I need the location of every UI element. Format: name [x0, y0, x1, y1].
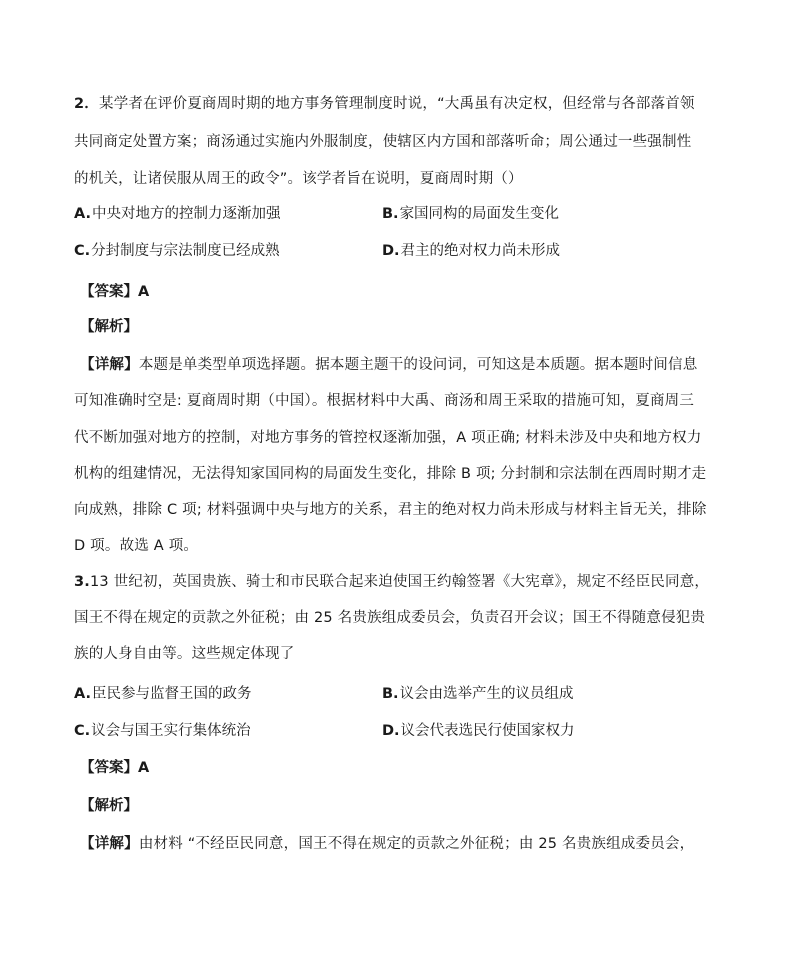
q3-options-row-2	[74, 721, 734, 741]
q3-option-d[interactable]: D.议会代表选民行使国家权力	[382, 723, 575, 739]
q3-option-c[interactable]: C.议会与国王实行集体统治	[74, 723, 251, 739]
q2-option-b[interactable]: B.家国同构的局面发生变化	[382, 206, 560, 222]
q2-option-c[interactable]: C.分封制度与宗法制度已经成熟	[74, 243, 280, 259]
q2-stem-line-1	[74, 94, 695, 114]
q3-option-a[interactable]: A.臣民参与监督王国的政务	[74, 686, 252, 702]
q3-answer-tag: 【答案】	[80, 760, 138, 776]
q3-number: 3.	[74, 574, 90, 590]
q2-detail-line-1: 【详解】本题是单类型单项选择题。据本题主题干的设问词，可知这是本质题。据本题时间信息	[80, 357, 698, 373]
q2-options-row-1	[74, 204, 734, 224]
q2-analysis-heading: 【解析】	[80, 319, 138, 335]
q2-answer-tag: 【答案】	[80, 284, 138, 300]
q3-option-b[interactable]: B.议会由选举产生的议员组成	[382, 686, 574, 702]
q2-detail-tag: 【详解】	[80, 357, 139, 373]
q2-stem-line-3: 的机关，让诸侯服从周王的政令”。该学者旨在说明，夏商周时期（）	[74, 171, 523, 187]
q2-detail-line-2: 可知准确时空是: 夏商周时期（中国）。根据材料中大禹、商汤和周王采取的措施可知，夏商周三	[74, 393, 695, 409]
q2-detail-line-4: 机构的组建情况，无法得知家国同构的局面发生变化，排除 B 项; 分封制和宗法制在西周时期才走	[74, 466, 707, 482]
q3-stem-line-1	[74, 572, 709, 592]
q2-detail-line-5: 向成熟，排除 C 项; 材料强调中央与地方的关系，君主的绝对权力尚未形成与材料主旨无关，排除	[74, 502, 707, 518]
q3-stem-line-3: 族的人身自由等。这些规定体现了	[74, 646, 295, 662]
q2-detail-line-3: 代不断加强对地方的控制，对地方事务的管控权逐渐加强，A 项正确; 材料未涉及中央和地方权力	[74, 430, 702, 446]
q3-analysis-heading: 【解析】	[80, 798, 138, 814]
q2-answer	[80, 282, 149, 302]
q2-detail-line-6: D 项。故选 A 项。	[74, 538, 199, 554]
q2-answer-value: A	[138, 284, 150, 300]
q3-answer	[80, 758, 149, 778]
q3-detail-line-1: 【详解】由材料 “不经臣民同意，国王不得在规定的贡款之外征税；由 25 名贵族组成委员会，	[80, 836, 695, 852]
q3-stem-line-2: 国王不得在规定的贡款之外征税；由 25 名贵族组成委员会，负责召开会议；国王不得随意侵犯贵	[74, 610, 706, 626]
q3-detail-tag: 【详解】	[80, 836, 139, 852]
q2-stem-line-2: 共同商定处置方案；商汤通过实施内外服制度，使辖区内方国和部落听命；周公通过一些强制性	[74, 134, 692, 150]
q3-answer-value: A	[138, 760, 150, 776]
q3-options-row-1	[74, 684, 734, 704]
q3-stem-text-1: 13 世纪初，英国贵族、骑士和市民联合起来迫使国王约翰签署《大宪章》，规定不经臣民同意，	[90, 574, 710, 590]
q2-options-row-2	[74, 241, 734, 261]
q2-option-d[interactable]: D.君主的绝对权力尚未形成	[382, 243, 561, 259]
q2-option-a[interactable]: A.中央对地方的控制力逐渐加强	[74, 206, 281, 222]
q2-number: 2．	[74, 96, 99, 112]
q2-stem-text-1: 某学者在评价夏商周时期的地方事务管理制度时说，“大禹虽有决定权，但经常与各部落首领	[99, 96, 695, 112]
